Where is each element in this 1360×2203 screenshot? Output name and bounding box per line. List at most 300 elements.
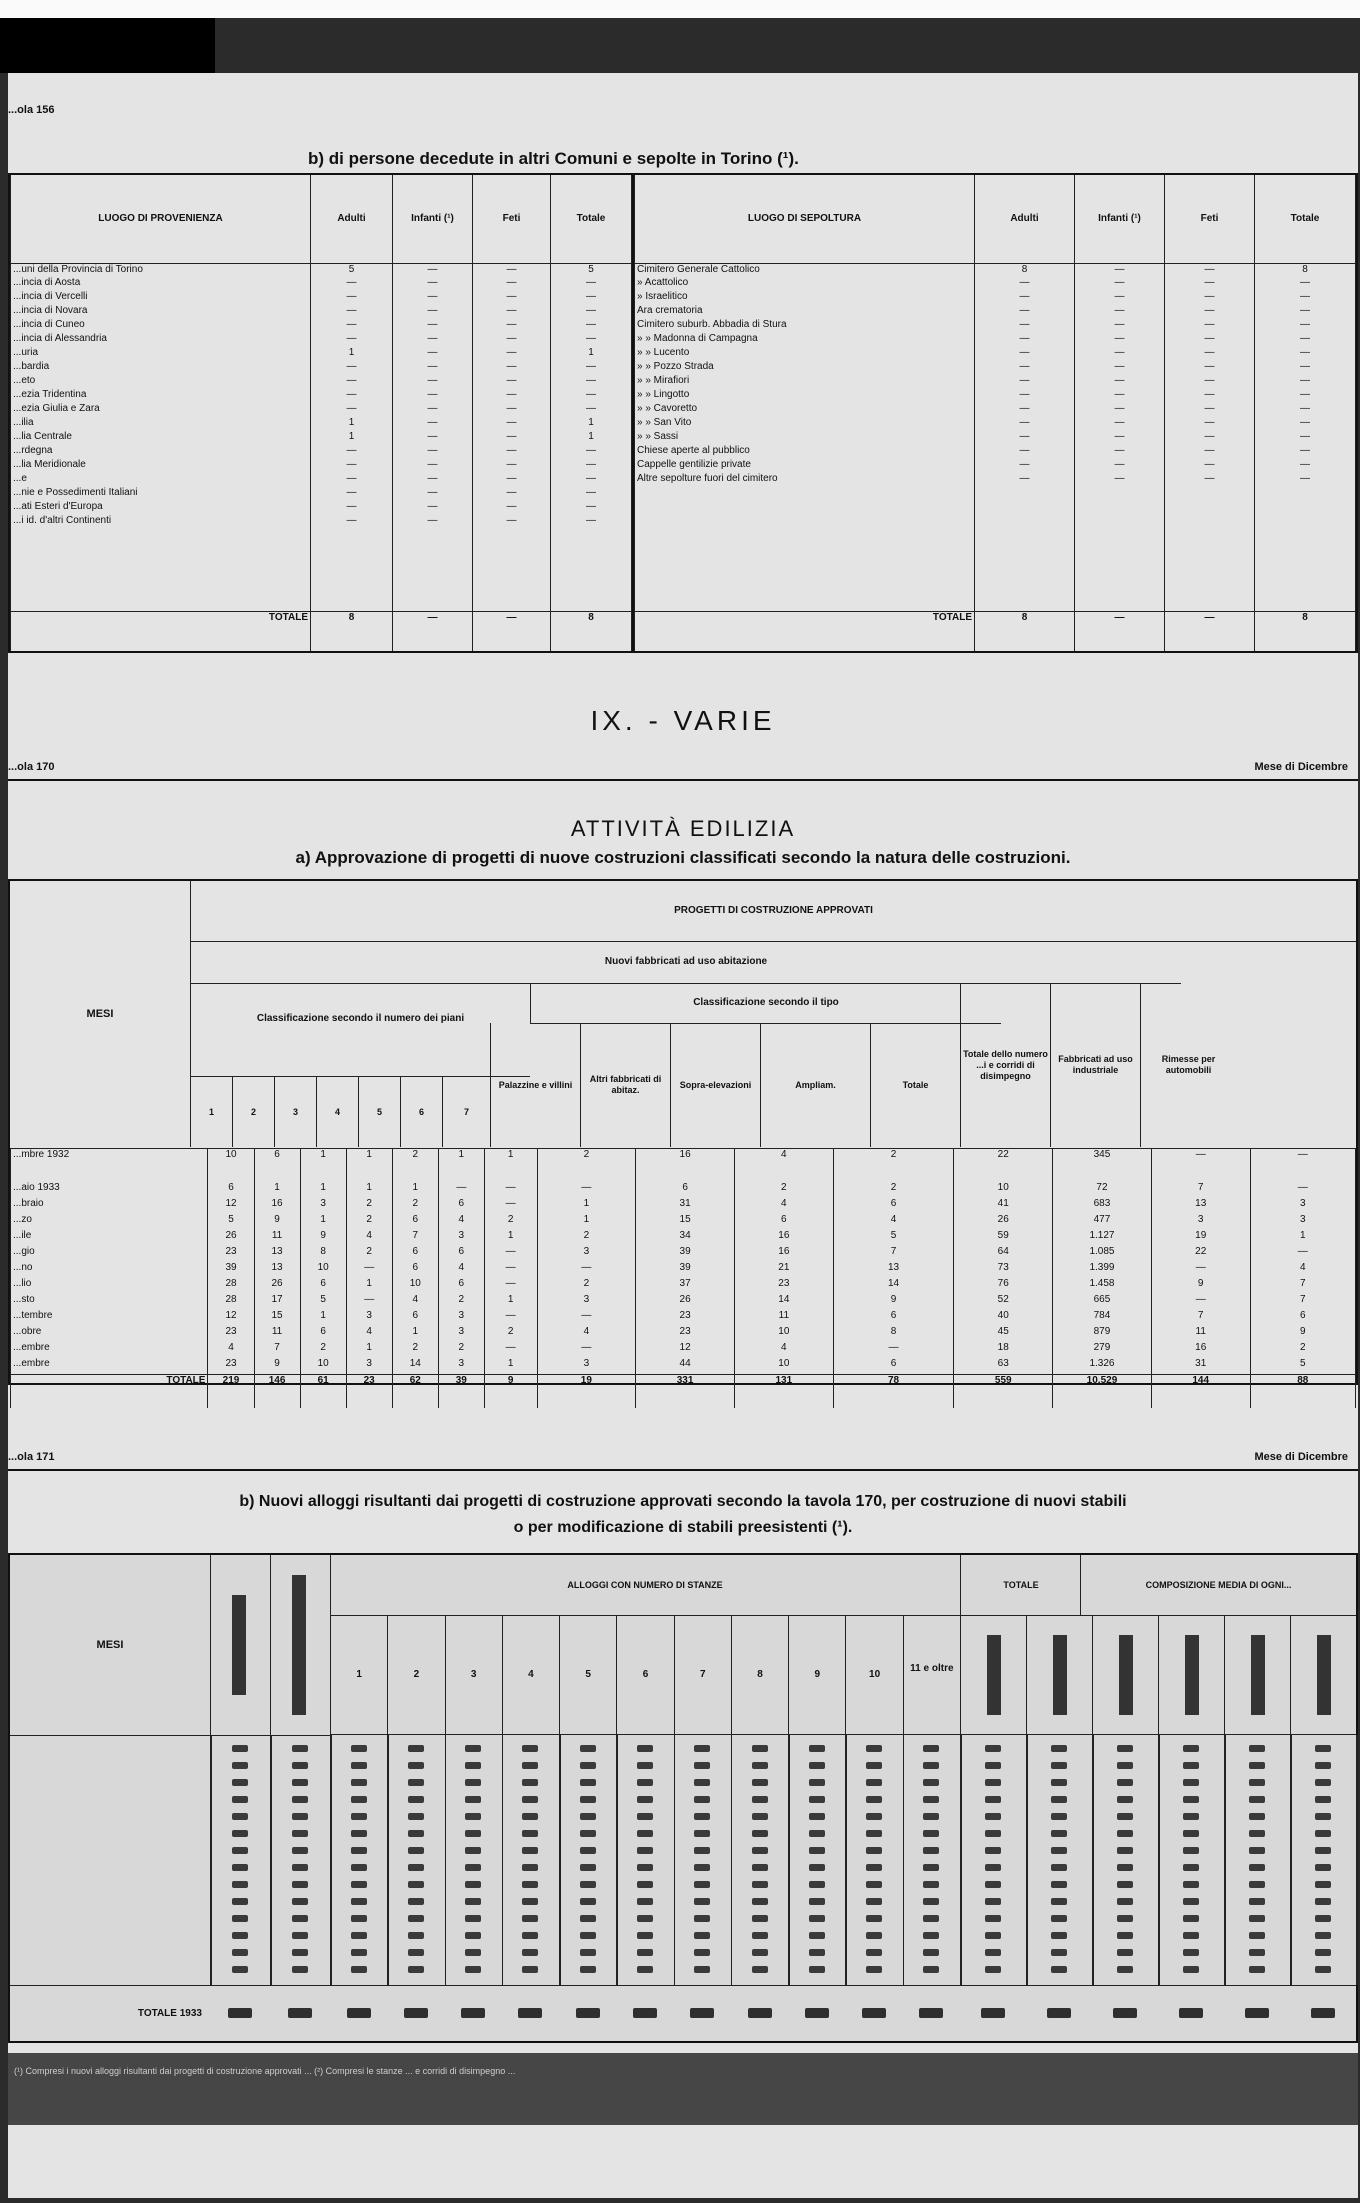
cell-value: 5 [833, 1230, 954, 1246]
row-label: ...incia di Vercelli [11, 291, 311, 305]
row-label: ...lia Centrale [11, 431, 311, 445]
cell-value: 15 [254, 1310, 300, 1326]
table-row [11, 431, 632, 445]
illegible-cell [522, 1881, 538, 1888]
cell-value: — [393, 501, 473, 515]
building-activity-table [8, 879, 1358, 1385]
total-value: 62 [392, 1374, 438, 1408]
provenance-table [8, 173, 634, 653]
illegible-cell [923, 1762, 939, 1769]
total-value: — [393, 611, 473, 651]
illegible-cell [809, 1762, 825, 1769]
table-row [11, 389, 632, 403]
illegible-cell [1051, 1813, 1067, 1820]
cell-value: 4 [438, 1262, 484, 1278]
illegible-cell [465, 1881, 481, 1888]
cell-value: — [1165, 473, 1255, 487]
col-rooms-2: 2 [387, 1615, 444, 1735]
row-month: ...no [11, 1262, 208, 1278]
illegible-mark [1317, 1635, 1331, 1715]
cell-value: — [975, 277, 1075, 291]
cell-value: — [1075, 347, 1165, 361]
col-floor-6: 6 [400, 1077, 442, 1147]
illegible-cell [866, 1898, 882, 1905]
illegible-cell [1183, 1966, 1199, 1973]
cell-value: — [1255, 445, 1356, 459]
illegible-cell [1117, 1932, 1133, 1939]
illegible-cell [694, 1745, 710, 1752]
cell-value: — [1255, 403, 1356, 417]
table-row [635, 459, 1356, 473]
illegible-cell [752, 1932, 768, 1939]
illegible-cell [465, 1949, 481, 1956]
illegible-cell [292, 1745, 308, 1752]
cell-value: 11 [254, 1326, 300, 1342]
table-row [635, 347, 1356, 361]
illegible-cell [809, 1830, 825, 1837]
col-type-3: Sopra-elevazioni [670, 1023, 760, 1147]
table-row [11, 417, 632, 431]
col-floor-2: 2 [232, 1077, 274, 1147]
illegible-cell [465, 1779, 481, 1786]
cell-value: 3 [1250, 1214, 1355, 1230]
cell-value: — [537, 1310, 636, 1326]
cell-value: 16 [636, 1148, 735, 1182]
column-rule [1158, 1735, 1160, 1985]
header-col-a [210, 1555, 271, 1736]
illegible-cell [351, 1932, 367, 1939]
cell-value: 17 [254, 1294, 300, 1310]
illegible-cell [637, 1813, 653, 1820]
illegible-total [288, 2008, 312, 2018]
illegible-total [919, 2008, 943, 2018]
col-floor-4: 4 [316, 1077, 358, 1147]
illegible-header [1158, 1615, 1224, 1735]
row-label: ...incia di Aosta [11, 277, 311, 291]
illegible-cell [1249, 1796, 1265, 1803]
cell-value: — [975, 403, 1075, 417]
illegible-cell [809, 1796, 825, 1803]
illegible-cell [694, 1847, 710, 1854]
illegible-cell [580, 1881, 596, 1888]
illegible-cell [580, 1847, 596, 1854]
illegible-cell [752, 1813, 768, 1820]
row-label: ...ezia Tridentina [11, 389, 311, 403]
illegible-cell [351, 1966, 367, 1973]
cell-value: 1 [346, 1342, 392, 1358]
cell-value: — [1075, 445, 1165, 459]
cell-value: 41 [954, 1198, 1053, 1214]
cell-value: — [311, 375, 393, 389]
illegible-cell [580, 1830, 596, 1837]
cell-value: 72 [1053, 1182, 1152, 1198]
illegible-cell [694, 1796, 710, 1803]
cell-value: 23 [208, 1326, 254, 1342]
cell-value: — [551, 291, 632, 305]
total-value: 8 [311, 611, 393, 651]
illegible-cell [1051, 1847, 1067, 1854]
illegible-total [981, 2008, 1005, 2018]
cell-value: — [1255, 291, 1356, 305]
illegible-cell [522, 1762, 538, 1769]
cell-value: 2 [734, 1182, 833, 1198]
cell-value: 9 [300, 1230, 346, 1246]
illegible-cell [1117, 1762, 1133, 1769]
illegible-cell [1315, 1949, 1331, 1956]
cell-value: — [1165, 431, 1255, 445]
cell-value: 16 [254, 1198, 300, 1214]
cell-value: — [1075, 473, 1165, 487]
cell-value: — [551, 305, 632, 319]
illegible-cell [985, 1949, 1001, 1956]
cell-value: — [1075, 263, 1165, 277]
illegible-cell [408, 1745, 424, 1752]
illegible-cell [866, 1830, 882, 1837]
illegible-cell [408, 1847, 424, 1854]
cell-value: — [975, 319, 1075, 333]
col-luogo-provenienza: LUOGO DI PROVENIENZA [11, 175, 311, 263]
illegible-cell [292, 1762, 308, 1769]
header-floors-group: Classificazione secondo il numero dei piani [190, 983, 530, 1077]
cell-value: 1 [346, 1278, 392, 1294]
illegible-cell [465, 1847, 481, 1854]
spacer-row [11, 529, 632, 611]
illegible-cell [522, 1813, 538, 1820]
illegible-cell [637, 1915, 653, 1922]
cell-value: 6 [208, 1182, 254, 1198]
illegible-cell [232, 1779, 248, 1786]
illegible-cell [1315, 1966, 1331, 1973]
illegible-cell [1183, 1932, 1199, 1939]
cell-value: 10 [300, 1358, 346, 1374]
illegible-cell [351, 1813, 367, 1820]
cell-value: 14 [734, 1294, 833, 1310]
column-rule [330, 1735, 332, 1985]
col-rooms-10: 10 [845, 1615, 902, 1735]
row-label: ...uria [11, 347, 311, 361]
illegible-cell [752, 1966, 768, 1973]
illegible-cell [1117, 1779, 1133, 1786]
cell-value: — [1075, 375, 1165, 389]
row-label: » » Sassi [635, 431, 975, 445]
table-row [635, 375, 1356, 389]
illegible-cell [292, 1898, 308, 1905]
cell-value: 34 [636, 1230, 735, 1246]
cell-value: 9 [254, 1358, 300, 1374]
illegible-cell [465, 1915, 481, 1922]
cell-value: — [393, 459, 473, 473]
cell-value: — [1075, 417, 1165, 431]
illegible-cell [1117, 1745, 1133, 1752]
cell-value: 1 [300, 1214, 346, 1230]
cell-value: — [1165, 389, 1255, 403]
cell-value: 16 [734, 1230, 833, 1246]
illegible-cell [923, 1847, 939, 1854]
illegible-cell [232, 1898, 248, 1905]
total-row [11, 1374, 1356, 1408]
illegible-cell [232, 1881, 248, 1888]
illegible-cell [694, 1779, 710, 1786]
table-row [11, 1342, 1356, 1358]
cell-value: — [346, 1262, 392, 1278]
table-row [11, 333, 632, 347]
cell-value: 16 [734, 1246, 833, 1262]
illegible-total [347, 2008, 371, 2018]
cell-value: — [1165, 305, 1255, 319]
total-value: 88 [1250, 1374, 1355, 1408]
cell-value: 2 [1250, 1342, 1355, 1358]
col-infanti: Infanti (¹) [393, 175, 473, 263]
cell-value: 10 [734, 1326, 833, 1342]
col-extra-1: Totale dello numero ...i e corridi di disimpegno [960, 983, 1050, 1147]
illegible-cell [1183, 1762, 1199, 1769]
month-label-170: Mese di Dicembre [1254, 761, 1348, 773]
illegible-cell [985, 1881, 1001, 1888]
illegible-cell [232, 1966, 248, 1973]
illegible-cell [1249, 1864, 1265, 1871]
cell-value: — [1165, 319, 1255, 333]
cell-value: — [393, 347, 473, 361]
illegible-cell [1117, 1796, 1133, 1803]
illegible-cell [465, 1830, 481, 1837]
total-value: 8 [551, 611, 632, 651]
illegible-cell [351, 1779, 367, 1786]
cell-value: 1.127 [1053, 1230, 1152, 1246]
cell-value: 7 [1151, 1182, 1250, 1198]
cell-value: 26 [208, 1230, 254, 1246]
col-rooms-11: 11 e oltre [903, 1615, 960, 1735]
row-label: Altre sepolture fuori del cimitero [635, 473, 975, 487]
illegible-cell [1315, 1915, 1331, 1922]
illegible-cell [923, 1915, 939, 1922]
cell-value: 6 [392, 1310, 438, 1326]
cell-value: 665 [1053, 1294, 1152, 1310]
illegible-cell [1249, 1932, 1265, 1939]
cell-value: — [1075, 277, 1165, 291]
illegible-cell [1183, 1813, 1199, 1820]
cell-value: — [1255, 375, 1356, 389]
cell-value: 23 [734, 1278, 833, 1294]
cell-value: 6 [392, 1262, 438, 1278]
cell-value: 683 [1053, 1198, 1152, 1214]
illegible-cell [1051, 1966, 1067, 1973]
table-row [635, 291, 1356, 305]
illegible-header [1026, 1615, 1092, 1735]
illegible-cell [580, 1762, 596, 1769]
total-value: 8 [975, 611, 1075, 651]
illegible-cell [580, 1949, 596, 1956]
illegible-cell [694, 1915, 710, 1922]
row-month: ...braio [11, 1198, 208, 1214]
cell-value: 1 [346, 1148, 392, 1182]
illegible-cell [809, 1813, 825, 1820]
cell-value: 1 [484, 1294, 537, 1310]
illegible-cell [292, 1830, 308, 1837]
table-row [11, 347, 632, 361]
cell-value: — [1255, 361, 1356, 375]
table-row [11, 291, 632, 305]
cell-value: — [484, 1262, 537, 1278]
row-label: Ara crematoria [635, 305, 975, 319]
total-label: TOTALE [635, 611, 975, 651]
cell-value: — [551, 403, 632, 417]
illegible-cell [752, 1762, 768, 1769]
cell-value: 4 [346, 1326, 392, 1342]
table-row [635, 445, 1356, 459]
illegible-cell [866, 1745, 882, 1752]
cell-value: — [551, 487, 632, 501]
col-rooms-9: 9 [788, 1615, 845, 1735]
illegible-cell [923, 1966, 939, 1973]
illegible-cell [985, 1966, 1001, 1973]
table-row [11, 1230, 1356, 1246]
cell-value: — [551, 375, 632, 389]
illegible-cell [408, 1830, 424, 1837]
cell-value: 5 [300, 1294, 346, 1310]
cell-value: — [473, 333, 551, 347]
cell-value: 5 [311, 263, 393, 277]
cell-value: — [975, 445, 1075, 459]
total-label: TOTALE [11, 1374, 208, 1408]
illegible-cell [1183, 1949, 1199, 1956]
table-row [11, 263, 632, 277]
cell-value: — [975, 361, 1075, 375]
illegible-cell [408, 1949, 424, 1956]
column-rule [502, 1735, 504, 1985]
cell-value: — [484, 1182, 537, 1198]
cell-value: 3 [537, 1246, 636, 1262]
illegible-cell [866, 1949, 882, 1956]
cell-value: — [975, 473, 1075, 487]
illegible-cell [522, 1847, 538, 1854]
cell-value: 1 [484, 1148, 537, 1182]
cell-value: — [484, 1342, 537, 1358]
cell-value: — [473, 319, 551, 333]
cell-value: 6 [438, 1246, 484, 1262]
illegible-cell [522, 1745, 538, 1752]
illegible-cell [1315, 1813, 1331, 1820]
table-row [11, 375, 632, 389]
cell-value: 8 [833, 1326, 954, 1342]
illegible-cell [1051, 1949, 1067, 1956]
illegible-total [228, 2008, 252, 2018]
illegible-total [461, 2008, 485, 2018]
illegible-cell [752, 1796, 768, 1803]
total-value: 61 [300, 1374, 346, 1408]
illegible-cell [1117, 1813, 1133, 1820]
cell-value: — [311, 459, 393, 473]
col-feti: Feti [1165, 175, 1255, 263]
month-label-171: Mese di Dicembre [1254, 1451, 1348, 1463]
cell-value: — [393, 389, 473, 403]
cell-value: — [473, 515, 551, 529]
illegible-cell [923, 1830, 939, 1837]
illegible-cell [580, 1779, 596, 1786]
table-row [11, 403, 632, 417]
cell-value: 40 [954, 1310, 1053, 1326]
cell-value: — [1250, 1246, 1355, 1262]
row-label: Cappelle gentilizie private [635, 459, 975, 473]
cell-value: — [1165, 277, 1255, 291]
cell-value: 11 [1151, 1326, 1250, 1342]
illegible-cell [694, 1864, 710, 1871]
cell-value: — [473, 459, 551, 473]
row-label: » Acattolico [635, 277, 975, 291]
col-type-5: Totale [870, 1023, 960, 1147]
cell-value: 22 [1151, 1246, 1250, 1262]
column-rule [1092, 1735, 1094, 1985]
cell-value: 784 [1053, 1310, 1152, 1326]
table-row [635, 403, 1356, 417]
illegible-cell [923, 1932, 939, 1939]
illegible-cell [580, 1864, 596, 1871]
row-label: Cimitero Generale Cattolico [635, 263, 975, 277]
illegible-cell [1315, 1830, 1331, 1837]
cell-value: — [473, 417, 551, 431]
cell-value: — [1165, 417, 1255, 431]
total-value: 78 [833, 1374, 954, 1408]
column-rule [1290, 1735, 1292, 1985]
column-rule [445, 1735, 447, 1985]
illegible-mark [1053, 1635, 1067, 1715]
total-value: 39 [438, 1374, 484, 1408]
cell-value: 6 [734, 1214, 833, 1230]
cell-value: 1 [537, 1214, 636, 1230]
col-rooms-5: 5 [559, 1615, 616, 1735]
cell-value: — [1165, 361, 1255, 375]
illegible-cell [694, 1898, 710, 1905]
cell-value: 1.085 [1053, 1246, 1152, 1262]
cell-value: 7 [1250, 1294, 1355, 1310]
cell-value: 5 [208, 1214, 254, 1230]
cell-value: — [1165, 375, 1255, 389]
cell-value: — [393, 445, 473, 459]
cell-value: — [1165, 263, 1255, 277]
illegible-cell [1183, 1830, 1199, 1837]
illegible-cell [923, 1796, 939, 1803]
cell-value: 13 [833, 1262, 954, 1278]
illegible-cell [637, 1932, 653, 1939]
illegible-cell [351, 1796, 367, 1803]
cell-value: — [393, 431, 473, 445]
illegible-total [576, 2008, 600, 2018]
cell-value: 3 [346, 1310, 392, 1326]
row-month: ...gio [11, 1246, 208, 1262]
total-row [11, 611, 632, 651]
col-extra-2: Fabbricati ad uso industriale [1050, 983, 1140, 1147]
cell-value: — [551, 515, 632, 529]
cell-value: 23 [636, 1326, 735, 1342]
cell-value: — [311, 305, 393, 319]
table-row [11, 1262, 1356, 1278]
illegible-cell [1249, 1762, 1265, 1769]
cell-value: — [1165, 445, 1255, 459]
illegible-cell [1249, 1745, 1265, 1752]
illegible-cell [1315, 1881, 1331, 1888]
illegible-total [518, 2008, 542, 2018]
section2-subtitle: a) Approvazione di progetti di nuove costruzioni classificati secondo la natura delle costruzioni. [295, 848, 1071, 867]
cell-value: — [393, 473, 473, 487]
row-label: ...e [11, 473, 311, 487]
cell-value: — [1075, 431, 1165, 445]
illegible-cell [694, 1966, 710, 1973]
cell-value: 879 [1053, 1326, 1152, 1342]
illegible-cell [351, 1881, 367, 1888]
table-row [11, 487, 632, 501]
cell-value: 31 [636, 1198, 735, 1214]
illegible-cell [809, 1779, 825, 1786]
cell-value: 13 [254, 1262, 300, 1278]
